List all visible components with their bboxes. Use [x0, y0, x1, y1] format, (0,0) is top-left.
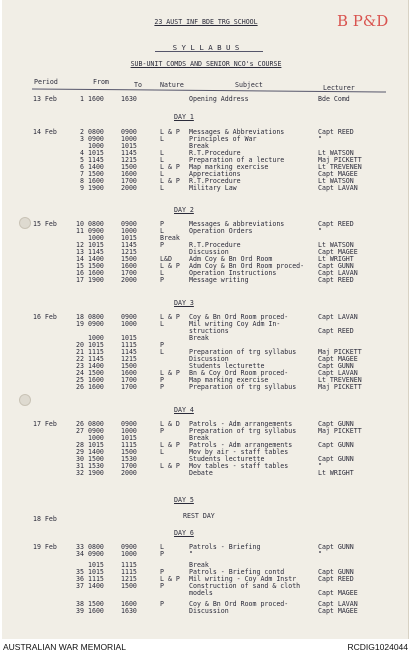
- row-nature: L: [160, 135, 164, 143]
- row-nature: L: [160, 170, 164, 178]
- row-nature: L: [160, 348, 164, 356]
- footer-source: AUSTRALIAN WAR MEMORIAL: [3, 642, 126, 652]
- day-heading: DAY 6: [174, 529, 194, 537]
- row-lecturer: Lt WATSON: [318, 241, 354, 249]
- row-subject: Messages & abbreviations: [189, 220, 285, 228]
- row-lecturer: Capt REED: [318, 128, 354, 136]
- row-subject: Map marking exercise: [189, 163, 269, 171]
- row-nature: L: [160, 448, 164, 456]
- day-heading: DAY 4: [174, 406, 194, 414]
- row-to: 1630: [121, 95, 137, 103]
- row-to: 1000: [121, 320, 137, 328]
- row-from: 1600: [88, 269, 104, 277]
- row-to: 1600: [121, 369, 137, 377]
- row-period: 28: [76, 441, 84, 449]
- row-nature: L: [160, 227, 164, 235]
- row-nature: L & P: [160, 313, 180, 321]
- row-to: 1215: [121, 248, 137, 256]
- row-from: 1000: [88, 334, 104, 342]
- row-period: 34: [76, 550, 84, 558]
- row-lecturer: Maj PICKETT: [318, 348, 362, 356]
- row-to: 0900: [121, 313, 137, 321]
- row-subject: Discussion: [189, 607, 229, 615]
- row-from: 0900: [88, 227, 104, 235]
- row-from: 1000: [88, 434, 104, 442]
- row-subject: Break: [189, 334, 209, 342]
- row-lecturer: Lt WATSON: [318, 149, 354, 157]
- row-lecturer: Capt GUNN: [318, 568, 354, 576]
- row-date: 17 Feb: [33, 420, 57, 428]
- row-period: 9: [80, 184, 84, 192]
- row-subject: Map marking exercise: [189, 376, 269, 384]
- row-nature: P: [160, 276, 164, 284]
- row-lecturer: Maj PICKETT: [318, 383, 362, 391]
- row-to: 1015: [121, 142, 137, 150]
- row-from: 1900: [88, 469, 104, 477]
- row-subject: Operation Orders: [189, 227, 253, 235]
- punch-hole: [19, 394, 31, 406]
- row-lecturer: Capt GUNN: [318, 543, 354, 551]
- row-to: 1700: [121, 177, 137, 185]
- row-subject: Students lecturette: [189, 455, 265, 463]
- row-from: 1400: [88, 582, 104, 590]
- row-from: 1145: [88, 248, 104, 256]
- row-lecturer: Lt WRIGHT: [318, 255, 354, 263]
- row-subject: models: [189, 589, 213, 597]
- row-from: 1015: [88, 149, 104, 157]
- row-subject: Preparation of a lecture: [189, 156, 285, 164]
- row-from: 1145: [88, 156, 104, 164]
- row-date: 19 Feb: [33, 543, 57, 551]
- row-subject: Discussion: [189, 248, 229, 256]
- row-subject: Patrols - Adm arrangements: [189, 420, 293, 428]
- row-lecturer: Capt LAVAN: [318, 184, 358, 192]
- row-to: 1700: [121, 269, 137, 277]
- row-to: 1215: [121, 156, 137, 164]
- row-from: 1500: [88, 262, 104, 270]
- row-lecturer: Capt MAGEE: [318, 170, 358, 178]
- row-from: 1500: [88, 369, 104, 377]
- row-lecturer: Capt LAVAN: [318, 313, 358, 321]
- row-from: 1115: [88, 348, 104, 356]
- row-from: 1000: [88, 234, 104, 242]
- row-subject: Operation Instructions: [189, 269, 277, 277]
- row-from: 0800: [88, 543, 104, 551]
- row-to: 1215: [121, 575, 137, 583]
- day-heading: DAY 3: [174, 299, 194, 307]
- syllabus-heading: S Y L L A B U S: [172, 43, 240, 52]
- row-period: 4: [80, 149, 84, 157]
- row-to: 1145: [121, 348, 137, 356]
- row-from: 1400: [88, 362, 104, 370]
- day-heading: DAY 5: [174, 496, 194, 504]
- row-lecturer: Capt GUNN: [318, 420, 354, 428]
- row-from: 1015: [88, 568, 104, 576]
- row-subject: Messages & Abbreviations: [189, 128, 285, 136]
- row-from: 0900: [88, 427, 104, 435]
- row-nature: P: [160, 550, 164, 558]
- row-nature: P: [160, 376, 164, 384]
- row-lecturer: ": [318, 135, 322, 143]
- row-lecturer: Maj PICKETT: [318, 156, 362, 164]
- footer-id: RCDIG1024044: [347, 642, 408, 652]
- row-period: 6: [80, 163, 84, 171]
- row-subject: Students lecturette: [189, 362, 265, 370]
- row-period: 26: [76, 383, 84, 391]
- row-period: 37: [76, 582, 84, 590]
- row-subject: Military Law: [189, 184, 237, 192]
- row-date: 15 Feb: [33, 220, 57, 228]
- row-from: 0900: [88, 320, 104, 328]
- row-subject: Preparation of trg syllabus: [189, 383, 297, 391]
- document-title: 23 AUST INF BDE TRG SCHOOL: [154, 18, 258, 26]
- row-lecturer: Capt MAGEE: [318, 355, 358, 363]
- row-period: 21: [76, 348, 84, 356]
- row-lecturer: Capt GUNN: [318, 262, 354, 270]
- row-to: 1215: [121, 355, 137, 363]
- row-subject: Principles of War: [189, 135, 257, 143]
- row-subject: Adm Coy & Bn Ord Room proced-: [189, 262, 305, 270]
- row-subject: ": [189, 550, 193, 558]
- col-header-subject: Subject: [235, 81, 263, 89]
- row-nature: P: [160, 383, 164, 391]
- row-subject: Patrols - Adm arrangements: [189, 441, 293, 449]
- row-period: 31: [76, 462, 84, 470]
- row-to: 1000: [121, 227, 137, 235]
- row-period: 39: [76, 607, 84, 615]
- col-header-nature: Nature: [160, 81, 184, 89]
- row-from: 1600: [88, 383, 104, 391]
- row-subject: Break: [189, 434, 209, 442]
- row-period: 5: [80, 156, 84, 164]
- row-nature: L: [160, 149, 164, 157]
- punch-hole: [19, 217, 31, 229]
- row-nature: L & D: [160, 420, 180, 428]
- row-lecturer: Capt LAVAN: [318, 600, 358, 608]
- course-subtitle: SUB-UNIT COMDS AND SENIOR NCO's COURSE: [130, 60, 282, 68]
- row-to: 1115: [121, 441, 137, 449]
- row-to: 0900: [121, 128, 137, 136]
- row-from: 1145: [88, 355, 104, 363]
- row-subject: Construction of sand & cloth: [189, 582, 301, 590]
- row-period: 11: [76, 227, 84, 235]
- row-nature: Break: [160, 234, 180, 242]
- row-from: 1500: [88, 455, 104, 463]
- row-nature: L: [160, 543, 164, 551]
- row-period: 1: [80, 95, 84, 103]
- row-to: 1500: [121, 448, 137, 456]
- row-nature: P: [160, 220, 164, 228]
- row-lecturer: Lt WRIGHT: [318, 469, 354, 477]
- row-nature: L: [160, 184, 164, 192]
- row-period: 15: [76, 262, 84, 270]
- row-subject: R.T.Procedure: [189, 177, 241, 185]
- row-period: 25: [76, 376, 84, 384]
- row-from: 0800: [88, 420, 104, 428]
- row-period: 8: [80, 177, 84, 185]
- row-lecturer: Capt REED: [318, 276, 354, 284]
- row-period: 12: [76, 241, 84, 249]
- row-period: 32: [76, 469, 84, 477]
- row-period: 18: [76, 313, 84, 321]
- row-nature: L & P: [160, 575, 180, 583]
- row-period: 2: [80, 128, 84, 136]
- row-period: 30: [76, 455, 84, 463]
- row-to: 1500: [121, 255, 137, 263]
- syllabus-underline: [155, 51, 263, 52]
- row-subject: Mil writing Coy Adm In-: [189, 320, 281, 328]
- row-to: 1115: [121, 341, 137, 349]
- row-period: 22: [76, 355, 84, 363]
- row-lecturer: Lt TREVENEN: [318, 376, 362, 384]
- row-subject: R.T.Procedure: [189, 241, 241, 249]
- row-nature: P: [160, 600, 164, 608]
- row-to: 0900: [121, 420, 137, 428]
- row-to: 1600: [121, 600, 137, 608]
- row-period: 24: [76, 369, 84, 377]
- row-to: 1700: [121, 376, 137, 384]
- row-subject: Patrols - Briefing: [189, 543, 261, 551]
- row-subject: Message writing: [189, 276, 249, 284]
- row-subject: Patrols - Briefing contd: [189, 568, 285, 576]
- row-period: 7: [80, 170, 84, 178]
- row-nature: L: [160, 320, 164, 328]
- row-lecturer: Lt TREVENEN: [318, 163, 362, 171]
- row-from: 1015: [88, 341, 104, 349]
- row-period: 27: [76, 427, 84, 435]
- row-to: 1015: [121, 434, 137, 442]
- row-date: 14 Feb: [33, 128, 57, 136]
- row-subject: Coy & Bn Ord Room proced-: [189, 313, 289, 321]
- row-lecturer: ": [318, 462, 322, 470]
- row-to: 1115: [121, 561, 137, 569]
- row-from: 0800: [88, 220, 104, 228]
- row-lecturer: Capt LAVAN: [318, 269, 358, 277]
- row-date: 16 Feb: [33, 313, 57, 321]
- row-from: 0800: [88, 313, 104, 321]
- archive-footer: [0, 639, 412, 654]
- row-to: 1015: [121, 234, 137, 242]
- row-nature: L & P: [160, 262, 180, 270]
- row-to: 1500: [121, 163, 137, 171]
- day-heading: DAY 1: [174, 113, 194, 121]
- row-date: 13 Feb: [33, 95, 57, 103]
- row-lecturer: Capt LAVAN: [318, 369, 358, 377]
- row-period: 19: [76, 320, 84, 328]
- col-header-from: From: [93, 78, 109, 86]
- row-subject: Opening Address: [189, 95, 249, 103]
- row-lecturer: Capt REED: [318, 575, 354, 583]
- row-nature: P: [160, 427, 164, 435]
- row-to: 2000: [121, 184, 137, 192]
- row-subject: Coy & Bn Ord Room proced-: [189, 600, 289, 608]
- row-to: 1000: [121, 550, 137, 558]
- row-period: 38: [76, 600, 84, 608]
- row-period: 36: [76, 575, 84, 583]
- row-nature: L: [160, 156, 164, 164]
- row-from: 0900: [88, 550, 104, 558]
- row-lecturer: Capt REED: [318, 220, 354, 228]
- row-nature: P: [160, 582, 164, 590]
- row-from: 1015: [88, 561, 104, 569]
- row-period: 13: [76, 248, 84, 256]
- row-from: 1900: [88, 184, 104, 192]
- row-to: 0900: [121, 220, 137, 228]
- rest-day-label: REST DAY: [183, 512, 215, 520]
- row-period: 16: [76, 269, 84, 277]
- row-subject: structions: [189, 327, 229, 335]
- row-lecturer: ": [318, 227, 322, 235]
- row-period: 17: [76, 276, 84, 284]
- row-to: 1000: [121, 427, 137, 435]
- row-nature: L & P: [160, 441, 180, 449]
- row-nature: L & P: [160, 177, 180, 185]
- row-from: 1000: [88, 142, 104, 150]
- row-from: 1500: [88, 170, 104, 178]
- row-from: 1530: [88, 462, 104, 470]
- row-subject: Mil writing - Coy Adm Instr: [189, 575, 297, 583]
- row-lecturer: Capt MAGEE: [318, 589, 358, 597]
- row-to: 1000: [121, 135, 137, 143]
- row-from: 1400: [88, 448, 104, 456]
- row-lecturer: Capt MAGEE: [318, 248, 358, 256]
- row-period: 35: [76, 568, 84, 576]
- row-nature: L: [160, 269, 164, 277]
- row-lecturer: ": [318, 550, 322, 558]
- row-from: 1600: [88, 376, 104, 384]
- row-from: 0900: [88, 135, 104, 143]
- row-nature: L & P: [160, 128, 180, 136]
- day-heading: DAY 2: [174, 206, 194, 214]
- row-lecturer: Capt GUNN: [318, 441, 354, 449]
- row-from: 1015: [88, 241, 104, 249]
- row-period: 20: [76, 341, 84, 349]
- row-to: 1700: [121, 383, 137, 391]
- row-nature: L & P: [160, 163, 180, 171]
- row-to: 1600: [121, 170, 137, 178]
- row-to: 1500: [121, 362, 137, 370]
- row-from: 1600: [88, 177, 104, 185]
- row-to: 1145: [121, 241, 137, 249]
- row-nature: P: [160, 568, 164, 576]
- row-from: 1115: [88, 575, 104, 583]
- row-from: 1900: [88, 276, 104, 284]
- row-to: 0900: [121, 543, 137, 551]
- row-subject: Discussion: [189, 355, 229, 363]
- row-lecturer: Capt MAGEE: [318, 607, 358, 615]
- row-date: 18 Feb: [33, 515, 57, 523]
- row-from: 1500: [88, 600, 104, 608]
- row-subject: Mov by air - staff tables: [189, 448, 289, 456]
- row-from: 1400: [88, 163, 104, 171]
- row-to: 1015: [121, 334, 137, 342]
- row-subject: Bn & Coy Ord Room proced-: [189, 369, 289, 377]
- handwritten-annotation: B P&D: [337, 12, 389, 30]
- row-period: 3: [80, 135, 84, 143]
- row-from: 1015: [88, 441, 104, 449]
- row-period: 23: [76, 362, 84, 370]
- row-lecturer: Capt GUNN: [318, 455, 354, 463]
- row-subject: Preparation of trg syllabus: [189, 348, 297, 356]
- row-from: 1400: [88, 255, 104, 263]
- row-subject: Preparation of trg syllabus: [189, 427, 297, 435]
- row-lecturer: Capt REED: [318, 327, 354, 335]
- row-lecturer: Lt WATSON: [318, 177, 354, 185]
- row-subject: R.T.Procedure: [189, 149, 241, 157]
- row-lecturer: Capt GUNN: [318, 362, 354, 370]
- row-period: 10: [76, 220, 84, 228]
- col-header-lecturer: Lecturer: [323, 84, 355, 92]
- row-from: 1600: [88, 95, 104, 103]
- row-to: 1600: [121, 262, 137, 270]
- row-to: 1115: [121, 568, 137, 576]
- row-nature: P: [160, 341, 164, 349]
- row-to: 2000: [121, 469, 137, 477]
- row-lecturer: Bde Comd: [318, 95, 350, 103]
- row-period: 26: [76, 420, 84, 428]
- row-to: 1630: [121, 607, 137, 615]
- row-period: 33: [76, 543, 84, 551]
- row-subject: Break: [189, 561, 209, 569]
- row-period: 14: [76, 255, 84, 263]
- row-to: 1145: [121, 149, 137, 157]
- row-subject: Appreciations: [189, 170, 241, 178]
- row-subject: Break: [189, 142, 209, 150]
- row-period: 29: [76, 448, 84, 456]
- row-nature: L&D: [160, 255, 172, 263]
- row-nature: L & P: [160, 369, 180, 377]
- row-to: 1530: [121, 455, 137, 463]
- row-subject: Debate: [189, 469, 213, 477]
- row-subject: Adm Coy & Bn Ord Room: [189, 255, 273, 263]
- row-lecturer: Maj PICKETT: [318, 427, 362, 435]
- row-nature: P: [160, 241, 164, 249]
- row-from: 1600: [88, 607, 104, 615]
- row-nature: L & P: [160, 462, 180, 470]
- row-to: 1500: [121, 582, 137, 590]
- row-from: 0800: [88, 128, 104, 136]
- row-to: 2000: [121, 276, 137, 284]
- row-subject: Mov tables - staff tables: [189, 462, 289, 470]
- col-header-to: To: [134, 81, 142, 89]
- row-to: 1700: [121, 462, 137, 470]
- col-header-period: Period: [34, 78, 58, 86]
